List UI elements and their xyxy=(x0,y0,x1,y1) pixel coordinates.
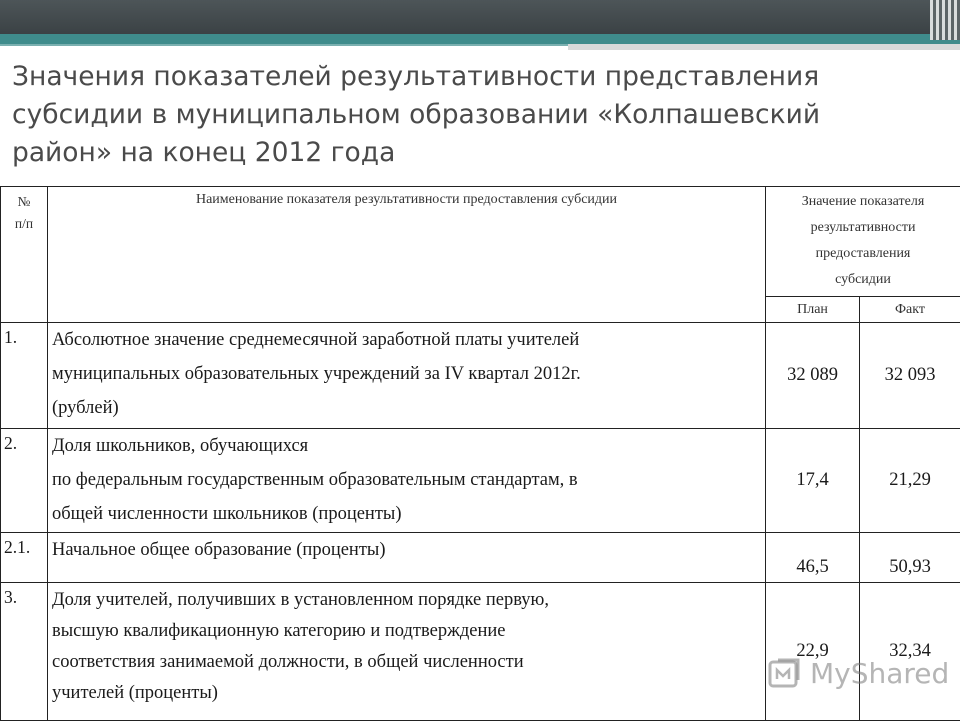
header-value-line: Значение показателя xyxy=(766,189,960,215)
row-description-line: Абсолютное значение среднемесячной заработной платы учителей xyxy=(52,323,761,357)
row-number: 2. xyxy=(1,429,48,533)
indicators-table xyxy=(0,186,960,721)
watermark-text: MyShared xyxy=(810,657,949,690)
row-description-line: Начальное общее образование (проценты) xyxy=(52,533,761,567)
table-header-row xyxy=(1,187,960,297)
row-plan-value: 22,9 xyxy=(766,583,860,721)
top-accent-bar xyxy=(0,34,960,44)
row-fact-value: 21,29 xyxy=(860,429,960,533)
row-plan-value: 46,5 xyxy=(766,533,860,583)
row-description-line: (рублей) xyxy=(52,391,761,425)
row-number: 1. xyxy=(1,323,48,429)
myshared-logo-icon xyxy=(768,656,802,690)
slide-title: Значения показателей результативности представления субсидии в муниципальном образовании «Колпашевский район» на конец 2012 года xyxy=(12,58,912,172)
header-fact-cell: Факт xyxy=(860,297,960,323)
row-fact-value: 32 093 xyxy=(860,323,960,429)
corner-stripes xyxy=(930,0,960,40)
row-description xyxy=(48,583,766,721)
top-light-line xyxy=(568,44,960,50)
row-description-line: высшую квалификационную категорию и подтверждение xyxy=(52,616,761,647)
row-plan-value: 32 089 xyxy=(766,323,860,429)
table-row xyxy=(1,323,960,429)
table-row xyxy=(1,533,960,583)
header-name-cell: Наименование показателя результативности предоставления субсидии xyxy=(48,187,766,323)
header-value-line: субсидии xyxy=(766,267,960,293)
table-row xyxy=(1,583,960,721)
top-decorative-bar xyxy=(0,0,960,34)
row-description-line: общей численности школьников (проценты) xyxy=(52,497,761,531)
row-fact-value: 32,34 xyxy=(860,583,960,721)
row-description-line: Доля учителей, получивших в установленном порядке первую, xyxy=(52,585,761,616)
row-description xyxy=(48,533,766,583)
header-value-line: результативности xyxy=(766,215,960,241)
watermark xyxy=(768,656,949,690)
row-description xyxy=(48,429,766,533)
header-number-label: п/п xyxy=(1,213,47,235)
row-plan-value: 17,4 xyxy=(766,429,860,533)
header-plan-cell: План xyxy=(766,297,860,323)
header-value-cell xyxy=(766,187,960,297)
row-description-line: соответствия занимаемой должности, в общей численности xyxy=(52,647,761,678)
row-description-line: муниципальных образовательных учреждений за IV квартал 2012г. xyxy=(52,357,761,391)
row-description-line: Доля школьников, обучающихся xyxy=(52,429,761,463)
row-fact-value: 50,93 xyxy=(860,533,960,583)
row-description-line: по федеральным государственным образовательным стандартам, в xyxy=(52,463,761,497)
row-description-line: учителей (проценты) xyxy=(52,678,761,709)
row-description xyxy=(48,323,766,429)
row-number: 3. xyxy=(1,583,48,721)
top-thin-line xyxy=(0,44,568,46)
header-number-symbol: № xyxy=(1,191,47,213)
header-number-cell xyxy=(1,187,48,323)
table-row xyxy=(1,429,960,533)
row-number: 2.1. xyxy=(1,533,48,583)
header-value-line: предоставления xyxy=(766,241,960,267)
